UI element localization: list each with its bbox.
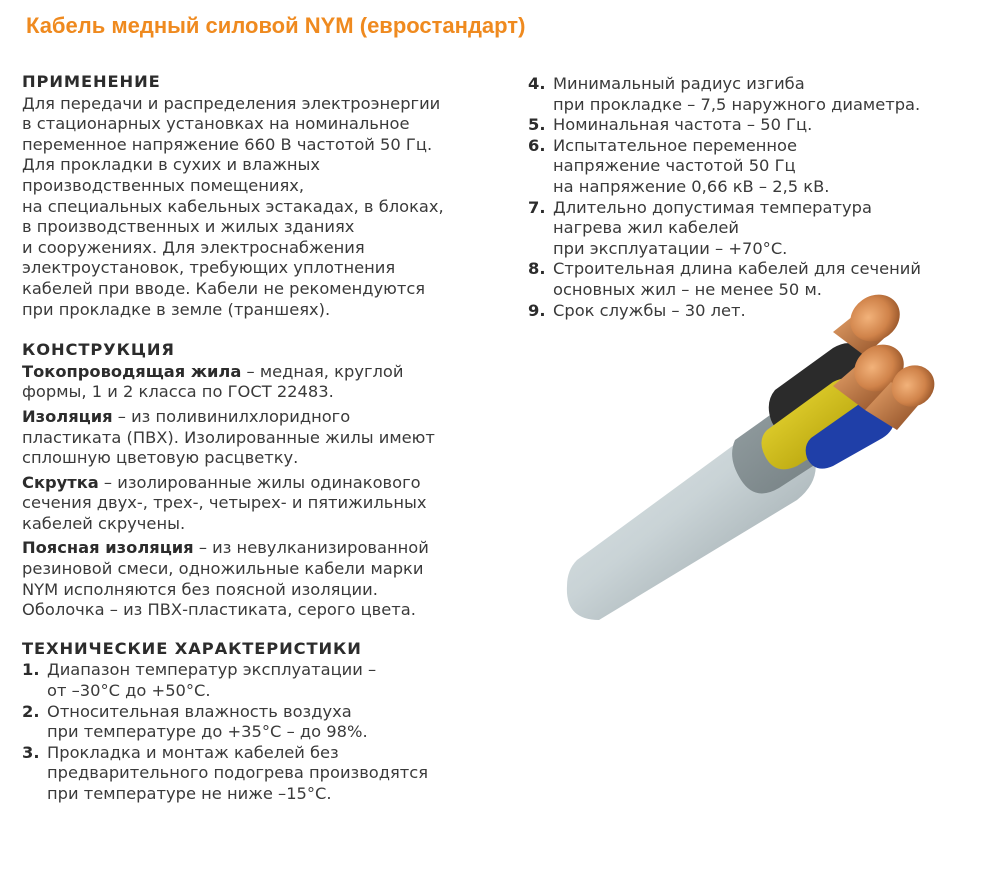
document-title: Кабель медный силовой NYM (евростандарт) <box>26 13 526 38</box>
text-line: при прокладке в земле (траншеях). <box>22 299 331 319</box>
text-line: кабелей скручены. <box>22 513 186 533</box>
item-number: 7. <box>528 197 546 217</box>
spec-item-7 <box>528 198 968 260</box>
item-number: 3. <box>22 742 40 762</box>
term-insulation: Изоляция <box>22 406 113 426</box>
item-number: 4. <box>528 74 546 93</box>
text-line: резиновой смеси, одножильные кабели марки <box>22 559 424 579</box>
spec-item-4 <box>528 74 968 115</box>
section-heading-construction: КОНСТРУКЦИЯ <box>22 340 175 360</box>
text-line: на специальных кабельных эстакадах, в блоках, <box>22 196 444 216</box>
left-column <box>22 72 500 805</box>
item-number: 9. <box>528 300 546 320</box>
text-line: Номинальная частота – 50 Гц. <box>553 115 813 135</box>
text-line: нагрева жил кабелей <box>553 218 739 238</box>
definition-text: – изолированные жилы одинакового <box>98 472 421 492</box>
text-line: Испытательное переменное <box>553 135 797 155</box>
text-line: в стационарных установках на номинальное <box>22 114 410 134</box>
spec-item-3 <box>22 743 500 805</box>
text-line: формы, 1 и 2 класса по ГОСТ 22483. <box>22 382 334 402</box>
text-line: в производственных и жилых зданиях <box>22 217 355 237</box>
text-line: и сооружениях. Для электроснабжения <box>22 237 365 257</box>
spec-item-2 <box>22 702 500 743</box>
text-line: NYM исполняются без поясной изоляции. <box>22 579 378 599</box>
text-line: предварительного подогрева производятся <box>47 763 429 783</box>
item-number: 5. <box>528 115 546 135</box>
section-heading-specs: ТЕХНИЧЕСКИЕ ХАРАКТЕРИСТИКИ <box>22 638 362 658</box>
cable-illustration <box>565 290 945 660</box>
item-number: 2. <box>22 701 40 721</box>
spec-item-6 <box>528 136 968 198</box>
text-line: Минимальный радиус изгиба <box>553 74 805 93</box>
text-line: Длительно допустимая температура <box>553 197 872 217</box>
text-line: сечения двух-, трех-, четырех- и пятижильных <box>22 493 427 513</box>
text-line: при эксплуатации – +70°С. <box>553 238 788 258</box>
text-line: при температуре до +35°С – до 98%. <box>47 722 368 742</box>
item-number: 6. <box>528 135 546 155</box>
text-line: при температуре не ниже –15°С. <box>47 784 332 803</box>
application-text <box>22 94 500 321</box>
text-line: напряжение частотой 50 Гц <box>553 156 796 176</box>
text-line: при прокладке – 7,5 наружного диаметра. <box>553 94 921 114</box>
section-heading-application: ПРИМЕНЕНИЕ <box>22 72 161 91</box>
definition-text: – из поливинилхлоридного <box>112 406 351 426</box>
text-line: Оболочка – из ПВХ-пластиката, серого цвета. <box>22 600 416 620</box>
right-column <box>528 74 968 321</box>
text-line: электроустановок, требующих уплотнения <box>22 258 396 278</box>
text-line: кабелей при вводе. Кабели не рекомендуются <box>22 278 426 298</box>
spec-item-1 <box>22 660 500 701</box>
text-line: сплошную цветовую расцветку. <box>22 448 299 468</box>
definition-text: – медная, круглой <box>241 361 404 381</box>
text-line: Для передачи и распределения электроэнергии <box>22 93 441 113</box>
construction-belt-insulation <box>22 538 500 620</box>
text-line: Срок службы – 30 лет. <box>553 300 746 320</box>
text-line: на напряжение 0,66 кВ – 2,5 кВ. <box>553 176 830 196</box>
text-line: основных жил – не менее 50 м. <box>553 279 822 299</box>
text-line: Прокладка и монтаж кабелей без <box>47 742 339 762</box>
text-line: Диапазон температур эксплуатации – <box>47 660 377 680</box>
construction-insulation <box>22 407 500 469</box>
term-belt-insulation: Поясная изоляция <box>22 538 194 558</box>
text-line: производственных помещениях, <box>22 175 305 195</box>
spec-item-5 <box>528 115 968 136</box>
text-line: Относительная влажность воздуха <box>47 701 352 721</box>
term-conductor: Токопроводящая жила <box>22 361 242 381</box>
construction-conductor <box>22 362 500 403</box>
construction-twisting <box>22 473 500 535</box>
definition-text: – из невулканизированной <box>193 538 429 558</box>
term-twisting: Скрутка <box>22 472 99 492</box>
text-line: пластиката (ПВХ). Изолированные жилы имеют <box>22 427 435 447</box>
item-number: 1. <box>22 660 40 680</box>
item-number: 8. <box>528 259 546 279</box>
text-line: Строительная длина кабелей для сечений <box>553 259 921 279</box>
text-line: Для прокладки в сухих и влажных <box>22 155 321 175</box>
text-line: переменное напряжение 660 В частотой 50 Гц. <box>22 134 433 154</box>
text-line: от –30°С до +50°С. <box>47 681 211 701</box>
